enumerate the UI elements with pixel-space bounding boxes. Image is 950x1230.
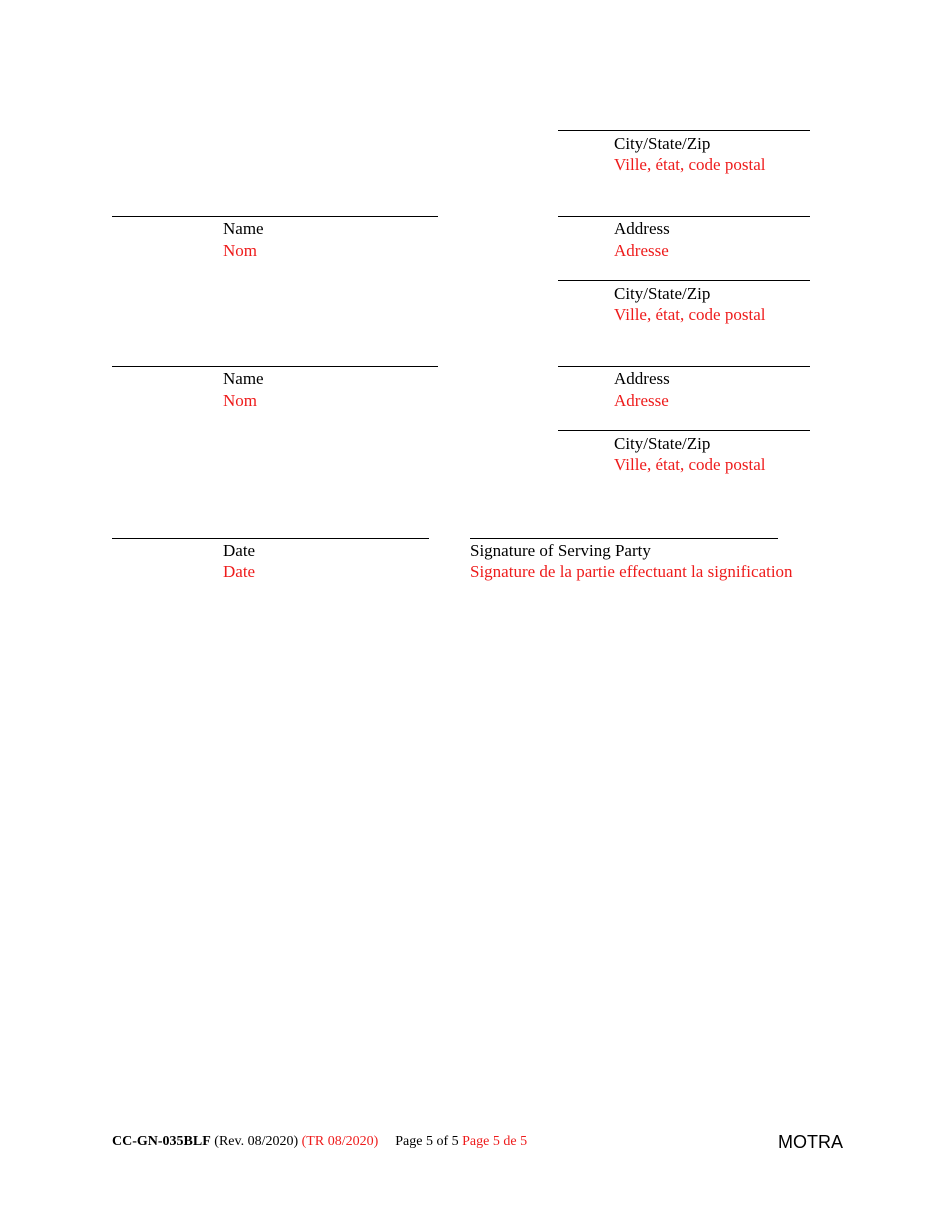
page-number-fr: Page 5 de 5 [462,1134,528,1149]
address-label-fr-2: Adresse [614,391,669,410]
name-line-1[interactable] [112,216,438,217]
signature-label-en: Signature of Serving Party [470,541,651,560]
name-label-en-1: Name [223,219,264,238]
city-label-fr-2: Ville, état, code postal [614,455,766,474]
address-line-2[interactable] [558,366,810,367]
address-label-fr-1: Adresse [614,241,669,260]
city-label-fr-1: Ville, état, code postal [614,305,766,324]
page-number-en: Page 5 of 5 [395,1134,459,1149]
city-label-en-2: City/State/Zip [614,434,711,453]
date-label-fr: Date [223,562,256,581]
city-line-2[interactable] [558,430,810,431]
city-line-0[interactable] [558,130,810,131]
name-label-fr-1: Nom [223,241,257,260]
name-label-en-2: Name [223,369,264,388]
address-label-en-1: Address [614,219,670,238]
page-footer [112,1134,527,1150]
signature-line[interactable] [470,538,778,539]
form-code: MOTRA [778,1132,843,1152]
signature-label-fr: Signature de la partie effectuant la signification [470,562,793,581]
city-line-1[interactable] [558,280,810,281]
form-revision: (Rev. 08/2020) [214,1134,299,1149]
city-label-en-1: City/State/Zip [614,284,711,303]
address-line-1[interactable] [558,216,810,217]
translation-revision: (TR 08/2020) [301,1134,379,1149]
address-label-en-2: Address [614,369,670,388]
date-label-en: Date [223,541,256,560]
name-line-2[interactable] [112,366,438,367]
form-id: CC-GN-035BLF [112,1134,211,1149]
city-label-fr-0: Ville, état, code postal [614,155,766,174]
name-label-fr-2: Nom [223,391,257,410]
date-line[interactable] [112,538,429,539]
city-label-en-0: City/State/Zip [614,134,711,153]
